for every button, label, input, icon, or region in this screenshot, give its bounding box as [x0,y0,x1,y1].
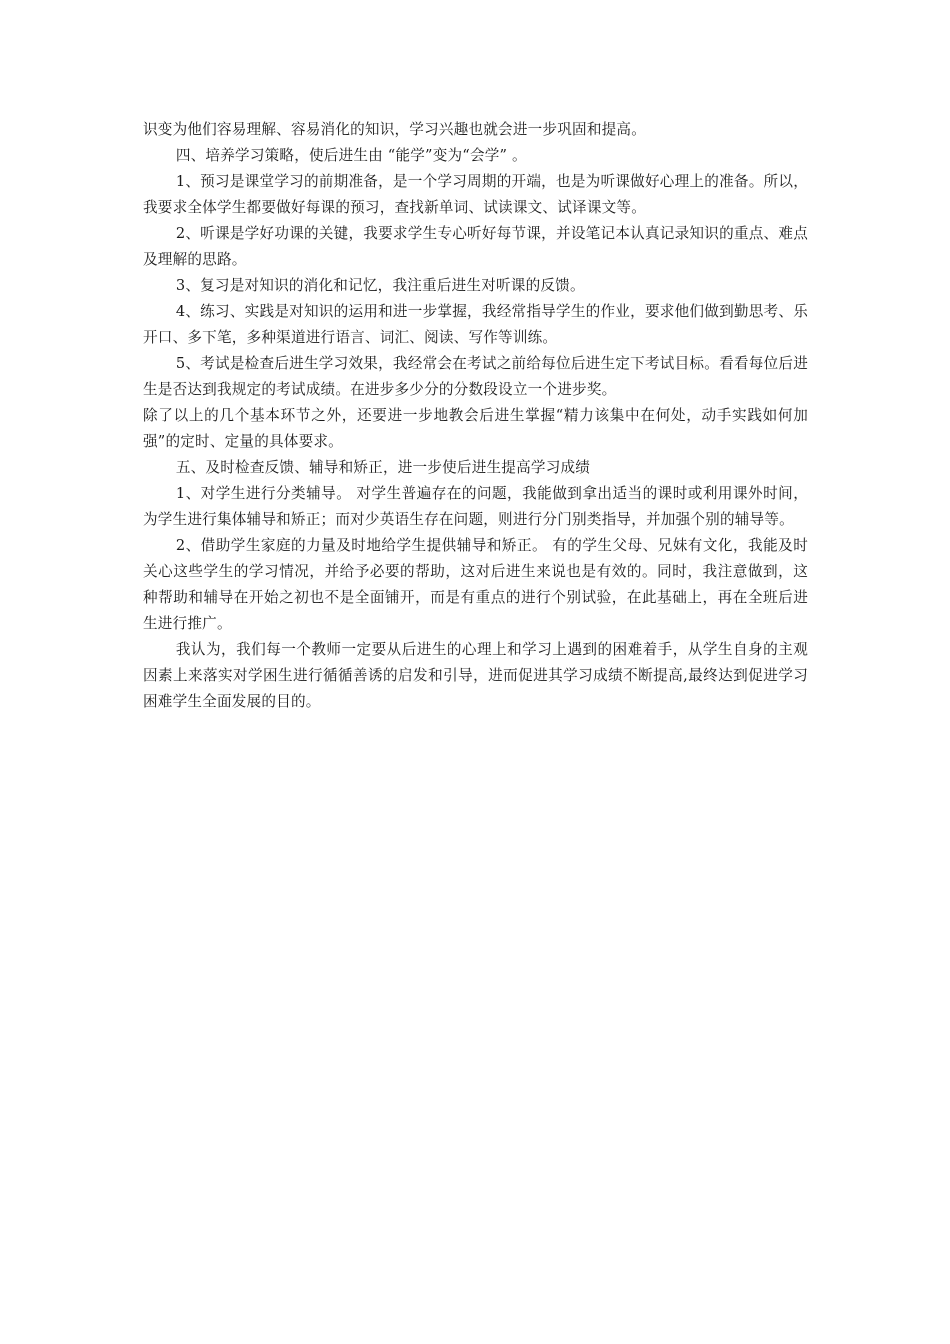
paragraph-preview: 1、预习是课堂学习的前期准备，是一个学习周期的开端，也是为听课做好心理上的准备。所以，我要求全体学生都要做好每课的预习，查找新单词、试读课文、试译课文等。 [143,173,808,216]
section-heading-5: 五、及时检查反馈、辅导和矫正，进一步使后进生提高学习成绩 [175,459,591,476]
section-heading-4: 四、培养学习策略，使后进生由 “能学”变为“会学” 。 [175,147,527,164]
paragraph-group-tutoring: 1、对学生进行分类辅导。 对学生普遍存在的问题，我能做到拿出适当的课时或利用课外时间，为学生进行集体辅导和矫正；而对少英语生存在问题，则进行分门别类指导，并加强个别的辅导等。 [143,485,808,528]
paragraph-1: 识变为他们容易理解、容易消化的知识，学习兴趣也就会进一步巩固和提高。 [143,121,646,138]
paragraph-family-support: 2、借助学生家庭的力量及时地给学生提供辅导和矫正。 有的学生父母、兄妹有文化，我能及时关心这些学生的学习情况，并给予必要的帮助，这对后进生来说也是有效的。同时，我注意做到，这种帮助和辅导在开始之初也不是全面铺开，而是有重点的进行个别试验，在此基础上，再在全班后进生进行推广。 [143,537,808,632]
paragraph-listening: 2、听课是学好功课的关键，我要求学生专心听好每节课，并设笔记本认真记录知识的重点、难点及理解的思路。 [143,225,808,268]
paragraph-practice: 4、练习、实践是对知识的运用和进一步掌握，我经常指导学生的作业，要求他们做到勤思考、乐开口、多下笔，多种渠道进行语言、词汇、阅读、写作等训练。 [143,303,808,346]
paragraph-review: 3、复习是对知识的消化和记忆，我注重后进生对听课的反馈。 [175,277,585,294]
paragraph-exam: 5、考试是检查后进生学习效果，我经常会在考试之前给每位后进生定下考试目标。看看每位后进生是否达到我规定的考试成绩。在进步多少分的分数段设立一个进步奖。 [143,355,808,398]
paragraph-summary: 除了以上的几个基本环节之外，还要进一步地教会后进生掌握“精力该集中在何处，动手实践如何加强”的定时、定量的具体要求。 [143,407,808,450]
document-body [143,117,808,715]
paragraph-conclusion: 我认为，我们每一个教师一定要从后进生的心理上和学习上遇到的困难着手，从学生自身的主观因素上来落实对学困生进行循循善诱的启发和引导，进而促进其学习成绩不断提高,最终达到促进学习困难学生全面发展的目的。 [143,641,808,710]
